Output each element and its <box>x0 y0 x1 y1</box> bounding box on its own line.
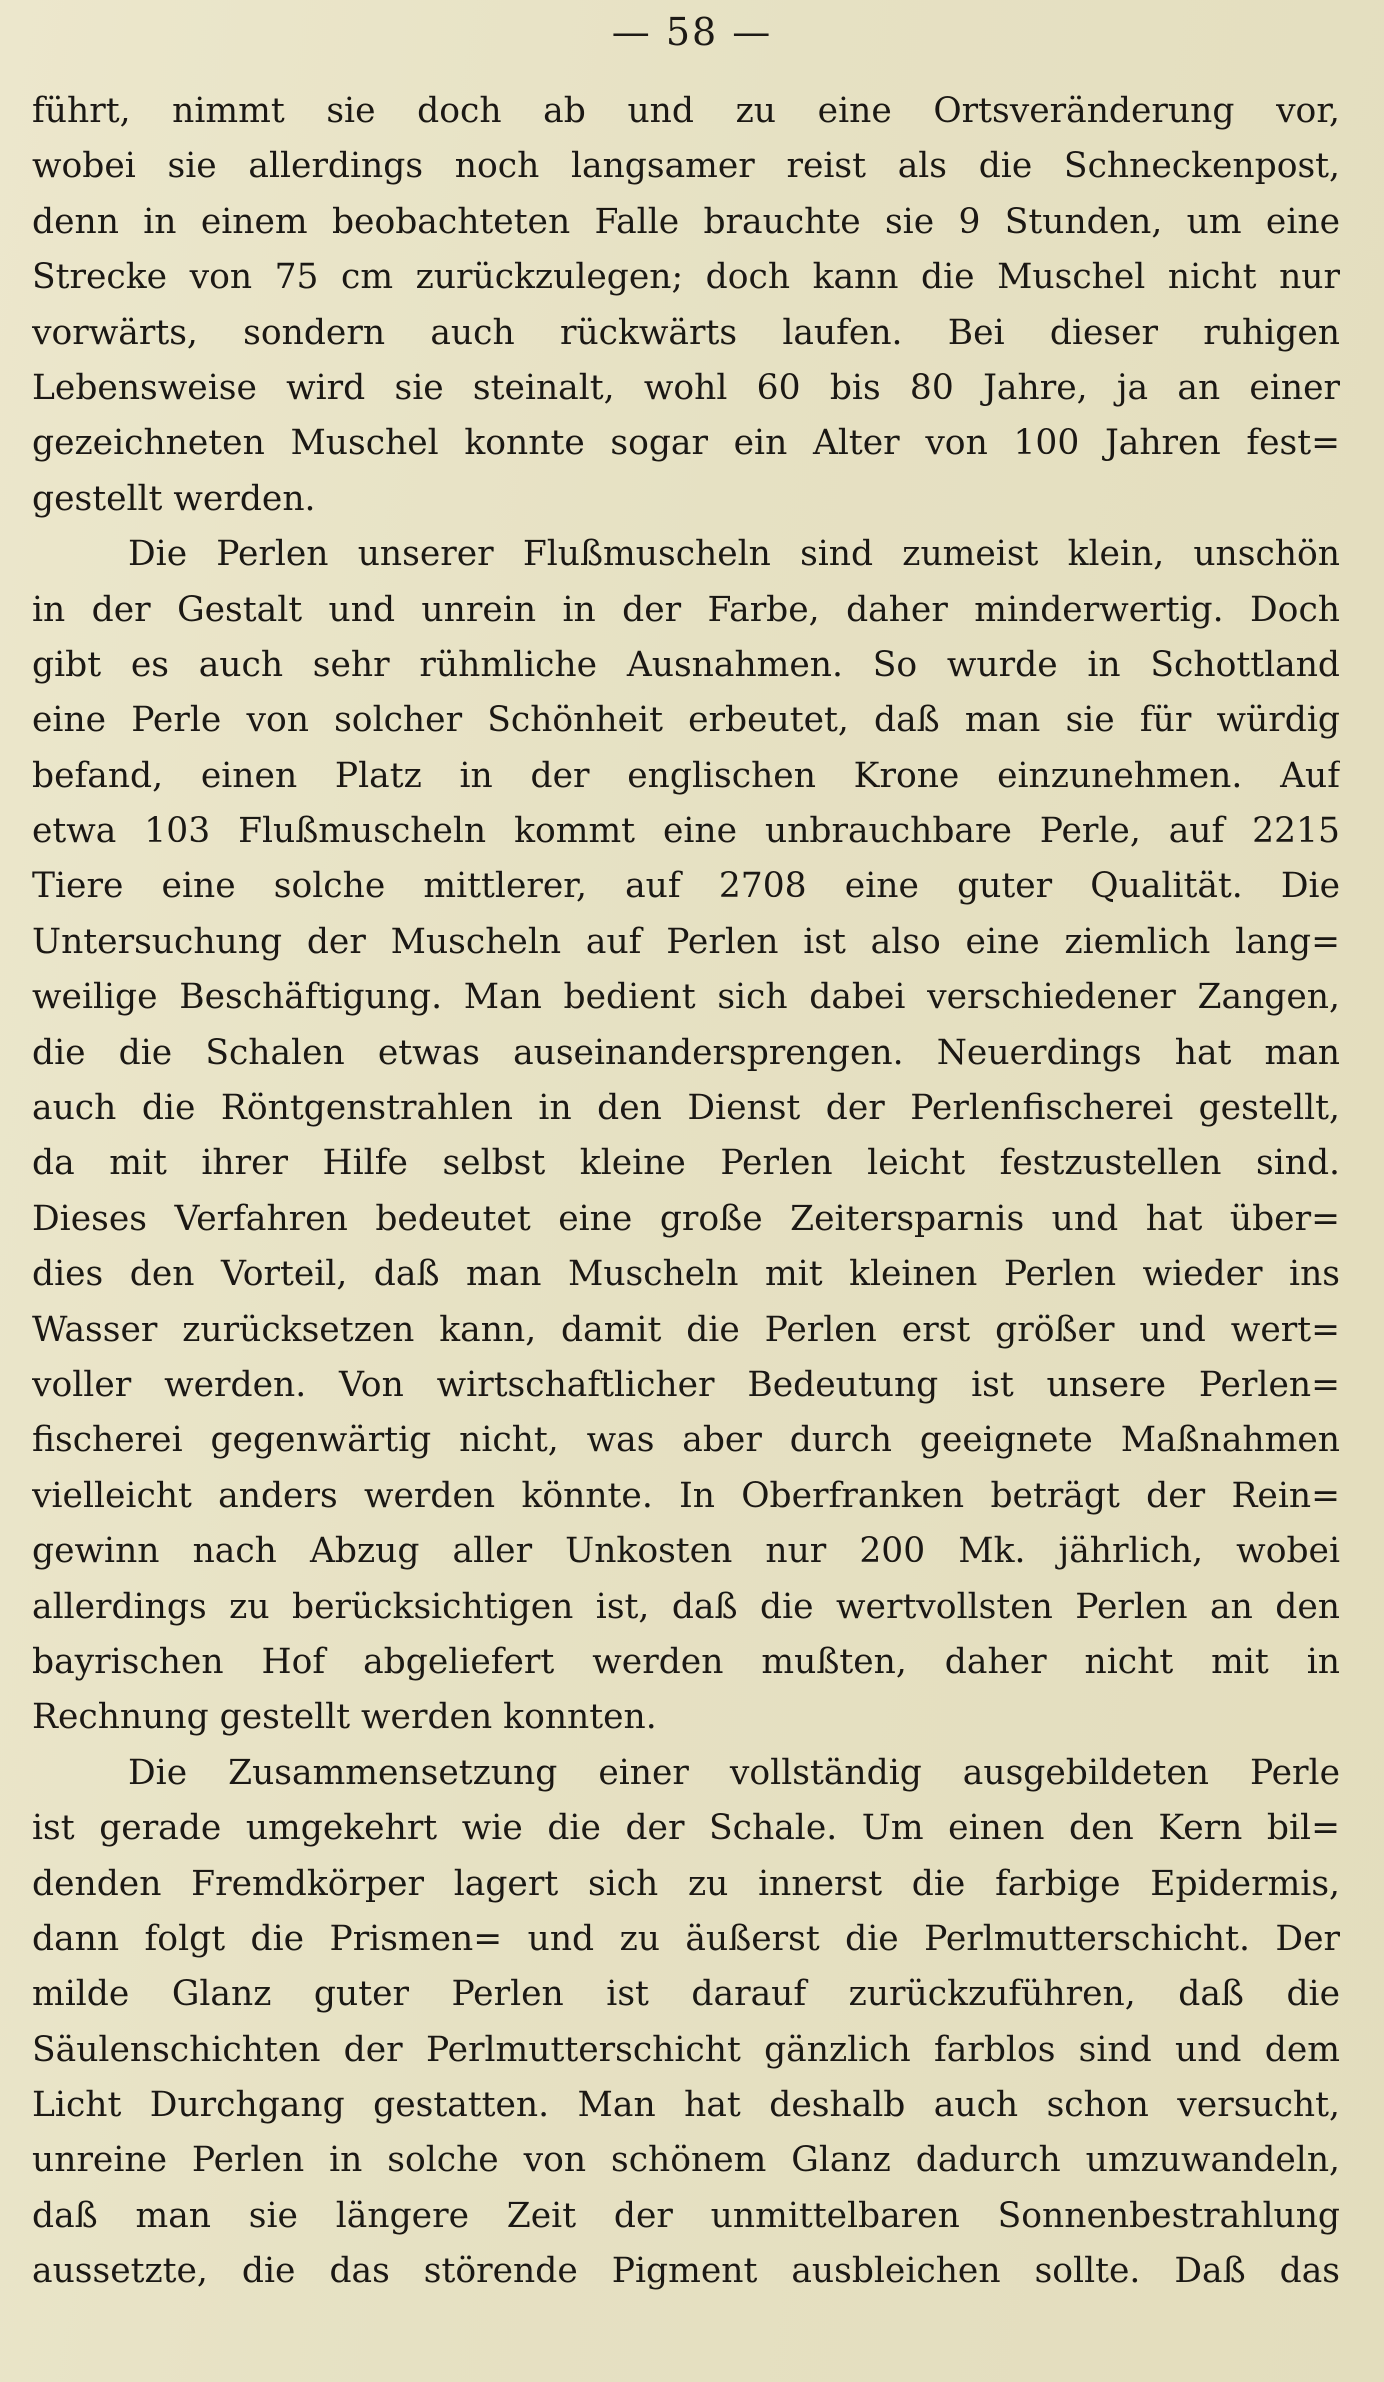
text-line: die die Schalen etwas auseinandersprengen. Neuerdings hat man <box>32 1032 1340 1073</box>
text-line: voller werden. Von wirtschaftlicher Bedeutung ist unsere Perlen= <box>32 1364 1340 1405</box>
text-line: Lebensweise wird sie steinalt, wohl 60 bis 80 Jahre, ja an einer <box>32 367 1340 408</box>
text-line: gezeichneten Muschel konnte sogar ein Alter von 100 Jahren fest= <box>32 423 1340 464</box>
text-line: vorwärts, sondern auch rückwärts laufen. Bei dieser ruhigen <box>32 312 1340 353</box>
text-line: denn in einem beobachteten Falle brauchte sie 9 Stunden, um eine <box>32 201 1340 242</box>
text-line: daß man sie längere Zeit der unmittelbaren Sonnenbestrahlung <box>32 2195 1340 2236</box>
text-line: Tiere eine solche mittlerer, auf 2708 eine guter Qualität. Die <box>32 866 1340 907</box>
text-line: Die Perlen unserer Flußmuscheln sind zumeist klein, unschön <box>128 534 1340 575</box>
text-line: Wasser zurücksetzen kann, damit die Perlen erst größer und wert= <box>32 1309 1340 1350</box>
text-line: bayrischen Hof abgeliefert werden mußten, daher nicht mit in <box>32 1641 1340 1682</box>
text-line: gibt es auch sehr rühmliche Ausnahmen. So wurde in Schottland <box>32 644 1340 685</box>
text-line: allerdings zu berücksichtigen ist, daß die wertvollsten Perlen an den <box>32 1586 1340 1627</box>
text-line: Licht Durchgang gestatten. Man hat deshalb auch schon versucht, <box>32 2085 1340 2126</box>
text-line: unreine Perlen in solche von schönem Glanz dadurch umzuwandeln, <box>32 2140 1340 2181</box>
paragraph <box>32 84 1340 527</box>
text-line: befand, einen Platz in der englischen Krone einzunehmen. Auf <box>32 755 1340 796</box>
text-line: auch die Röntgenstrahlen in den Dienst der Perlenfischerei gestellt, <box>32 1088 1340 1129</box>
text-line: Untersuchung der Muscheln auf Perlen ist also eine ziemlich lang= <box>32 921 1340 962</box>
text-line: Säulenschichten der Perlmutterschicht gänzlich farblos sind und dem <box>32 2029 1340 2070</box>
page-number: — 58 — <box>611 10 773 54</box>
text-line: Rechnung gestellt werden konnten. <box>32 1697 657 1738</box>
body-text <box>32 84 1340 2300</box>
text-line: Strecke von 75 cm zurückzulegen; doch kann die Muschel nicht nur <box>32 257 1340 298</box>
text-line: ist gerade umgekehrt wie die der Schale. Um einen den Kern bil= <box>32 1808 1340 1849</box>
text-line: weilige Beschäftigung. Man bedient sich dabei verschiedener Zangen, <box>32 977 1340 1018</box>
text-line: fischerei gegenwärtig nicht, was aber durch geeignete Maßnahmen <box>32 1420 1340 1461</box>
text-line: denden Fremdkörper lagert sich zu innerst die farbige Epidermis, <box>32 1863 1340 1904</box>
text-line: vielleicht anders werden könnte. In Oberfranken beträgt der Rein= <box>32 1475 1340 1516</box>
text-line: milde Glanz guter Perlen ist darauf zurückzuführen, daß die <box>32 1974 1340 2015</box>
paragraph <box>32 527 1340 1746</box>
text-line: etwa 103 Flußmuscheln kommt eine unbrauchbare Perle, auf 2215 <box>32 811 1340 852</box>
text-line: gestellt werden. <box>32 478 316 519</box>
text-line: da mit ihrer Hilfe selbst kleine Perlen leicht festzustellen sind. <box>32 1143 1340 1184</box>
text-line: Die Zusammensetzung einer vollständig ausgebildeten Perle <box>128 1752 1340 1793</box>
paragraph <box>32 1746 1340 2300</box>
text-line: in der Gestalt und unrein in der Farbe, daher minderwertig. Doch <box>32 589 1340 630</box>
text-line: eine Perle von solcher Schönheit erbeutet, daß man sie für würdig <box>32 700 1340 741</box>
text-line: dann folgt die Prismen= und zu äußerst die Perlmutterschicht. Der <box>32 1918 1340 1959</box>
text-line: wobei sie allerdings noch langsamer reist als die Schneckenpost, <box>32 146 1340 187</box>
text-line: Dieses Verfahren bedeutet eine große Zeitersparnis und hat über= <box>32 1198 1340 1239</box>
text-line: aussetzte, die das störende Pigment ausbleichen sollte. Daß das <box>32 2251 1340 2292</box>
text-line: dies den Vorteil, daß man Muscheln mit kleinen Perlen wieder ins <box>32 1254 1340 1295</box>
text-line: gewinn nach Abzug aller Unkosten nur 200 Mk. jährlich, wobei <box>32 1531 1340 1572</box>
text-line: führt, nimmt sie doch ab und zu eine Ortsveränderung vor, <box>32 91 1340 131</box>
